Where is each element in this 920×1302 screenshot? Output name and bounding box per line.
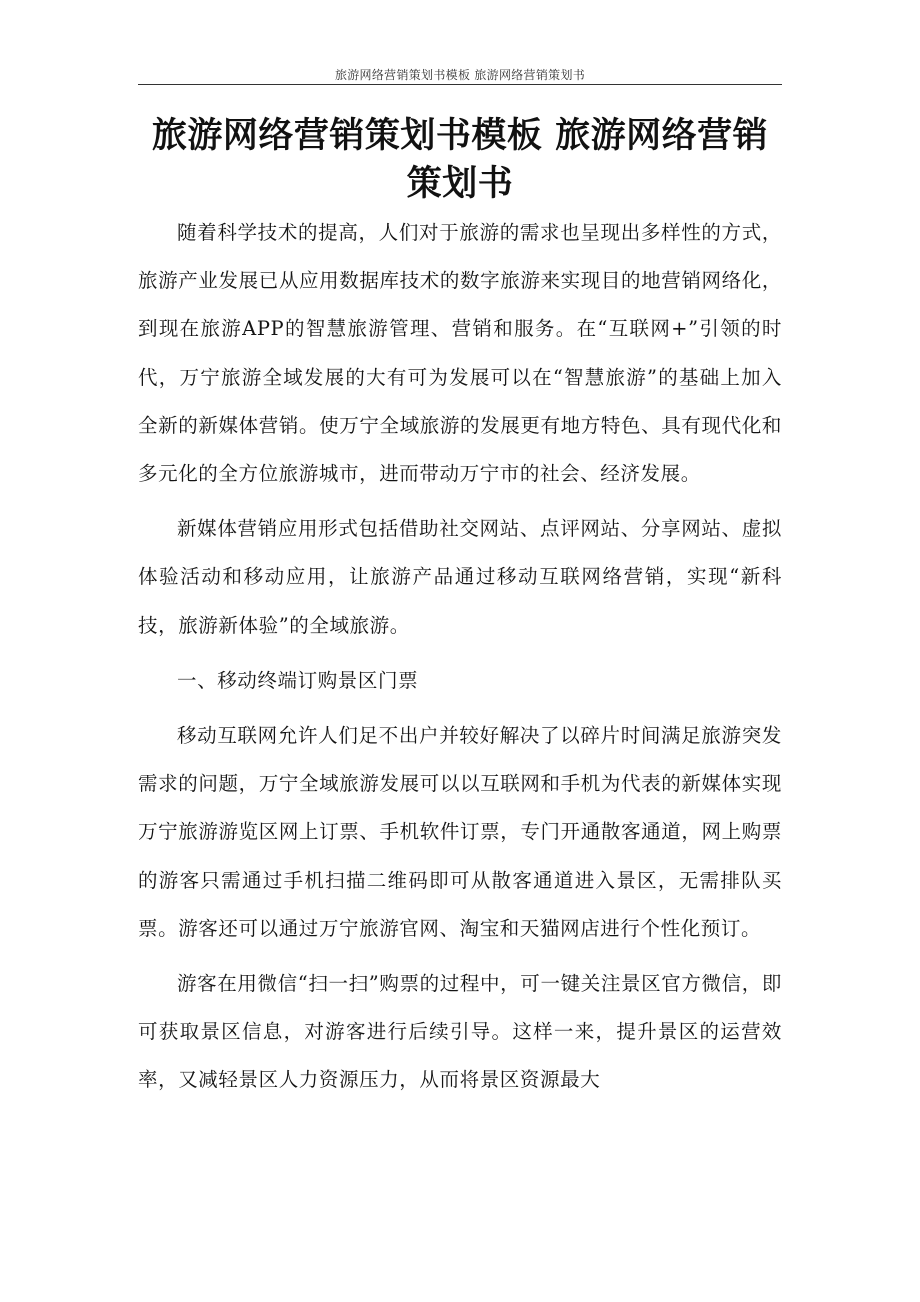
running-header: 旅游网络营销策划书模板 旅游网络营销策划书 <box>334 68 586 82</box>
document-body <box>138 209 782 1105</box>
header-rule <box>138 84 782 85</box>
paragraph-mobile-internet: 移动互联网允许人们足不出户并较好解决了以碎片时间满足旅游突发需求的问题，万宁全域旅游发展可以以互联网和手机为代表的新媒体实现万宁旅游游览区网上订票、手机软件订票，专门开通散客通道，网上购票的游客只需通过手机扫描二维码即可从散客通道进入景区，无需排队买票。游客还可以通过万宁旅游官网、淘宝和天猫网店进行个性化预订。 <box>138 724 782 940</box>
paragraph-new-media: 新媒体营销应用形式包括借助社交网站、点评网站、分享网站、虚拟体验活动和移动应用，让旅游产品通过移动互联网络营销，实现“新科技，旅游新体验”的全域旅游。 <box>138 517 782 637</box>
paragraph-wechat-scan: 游客在用微信“扫一扫”购票的过程中，可一键关注景区官方微信，即可获取景区信息，对游客进行后续引导。这样一来，提升景区的运营效率，又减轻景区人力资源压力，从而将景区资源最大 <box>138 972 782 1092</box>
document-title: 旅游网络营销策划书模板 旅游网络营销策划书 <box>151 115 769 204</box>
paragraph-intro: 随着科学技术的提高，人们对于旅游的需求也呈现出多样性的方式，旅游产业发展已从应用数据库技术的数字旅游来实现目的地营销网络化，到现在旅游APP的智慧旅游管理、营销和服务。在“互联网+”引领的时代，万宁旅游全域发展的大有可为发展可以在“智慧旅游”的基础上加入全新的新媒体营销。使万宁全域旅游的发展更有地方特色、具有现代化和多元化的全方位旅游城市，进而带动万宁市的社会、经济发展。 <box>138 221 782 486</box>
section-heading-mobile-tickets: 一、移动终端订购景区门票 <box>177 668 419 692</box>
